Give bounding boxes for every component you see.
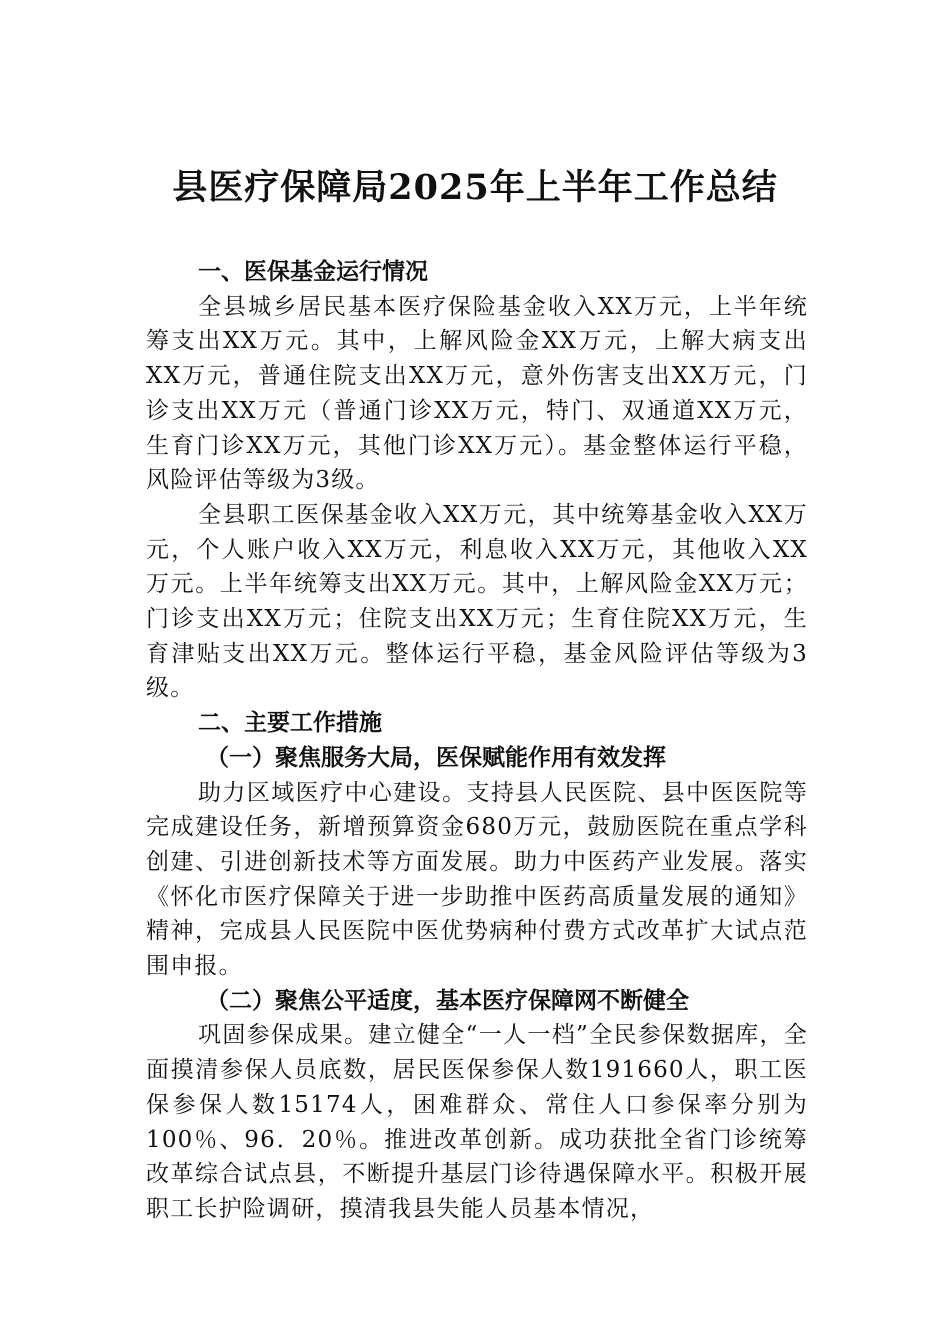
paragraph-service: 助力区域医疗中心建设。支持县人民医院、县中医医院等完成建设任务，新增预算资金680万元，鼓励医院在重点学科创建、引进创新技术等方面发展。助力中医药产业发展。落实《怀化市医疗保障关于进一步助推中医药高质量发展的通知》精神，完成县人民医院中医优势病种付费方式改革扩大试点范围申报。 [146, 779, 808, 980]
paragraph-resident-fund: 全县城乡居民基本医疗保险基金收入XX万元，上半年统筹支出XX万元。其中，上解风险金XX万元，上解大病支出XX万元，普通住院支出XX万元，意外伤害支出XX万元，门诊支出XX万元（普通门诊XX万元，特门、双通道XX万元，生育门诊XX万元，其他门诊XX万元）。基金整体运行平稳，风险评估等级为3级。 [146, 293, 808, 494]
section-heading-1: 一、医保基金运行情况 [198, 259, 428, 285]
subsection-heading-1: （一）聚焦服务大局，医保赋能作用有效发挥 [206, 743, 666, 771]
paragraph-employee-fund: 全县职工医保基金收入XX万元，其中统筹基金收入XX万元，个人账户收入XX万元，利息收入XX万元，其他收入XX万元。上半年统筹支出XX万元。其中，上解风险金XX万元；门诊支出XX万元；住院支出XX万元；生育住院XX万元，生育津贴支出XX万元。整体运行平稳，基金风险评估等级为3级。 [146, 501, 808, 702]
document-title: 县医疗保障局2025年上半年工作总结 [172, 167, 778, 208]
document-body [146, 255, 808, 1227]
subsection-heading-2: （二）聚焦公平适度，基本医疗保障网不断健全 [206, 986, 689, 1014]
section-heading-2: 二、主要工作措施 [198, 710, 382, 737]
paragraph-coverage: 巩固参保成果。建立健全“一人一档”全民参保数据库，全面摸清参保人员底数，居民医保参保人数191660人，职工医保参保人数15174人，困难群众、常住人口参保率分别为100％、96．20％。推进改革创新。成功获批全省门诊统筹改革综合试点县，不断提升基层门诊待遇保障水平。积极开展职工长护险调研，摸清我县失能人员基本情况， [146, 1022, 808, 1222]
